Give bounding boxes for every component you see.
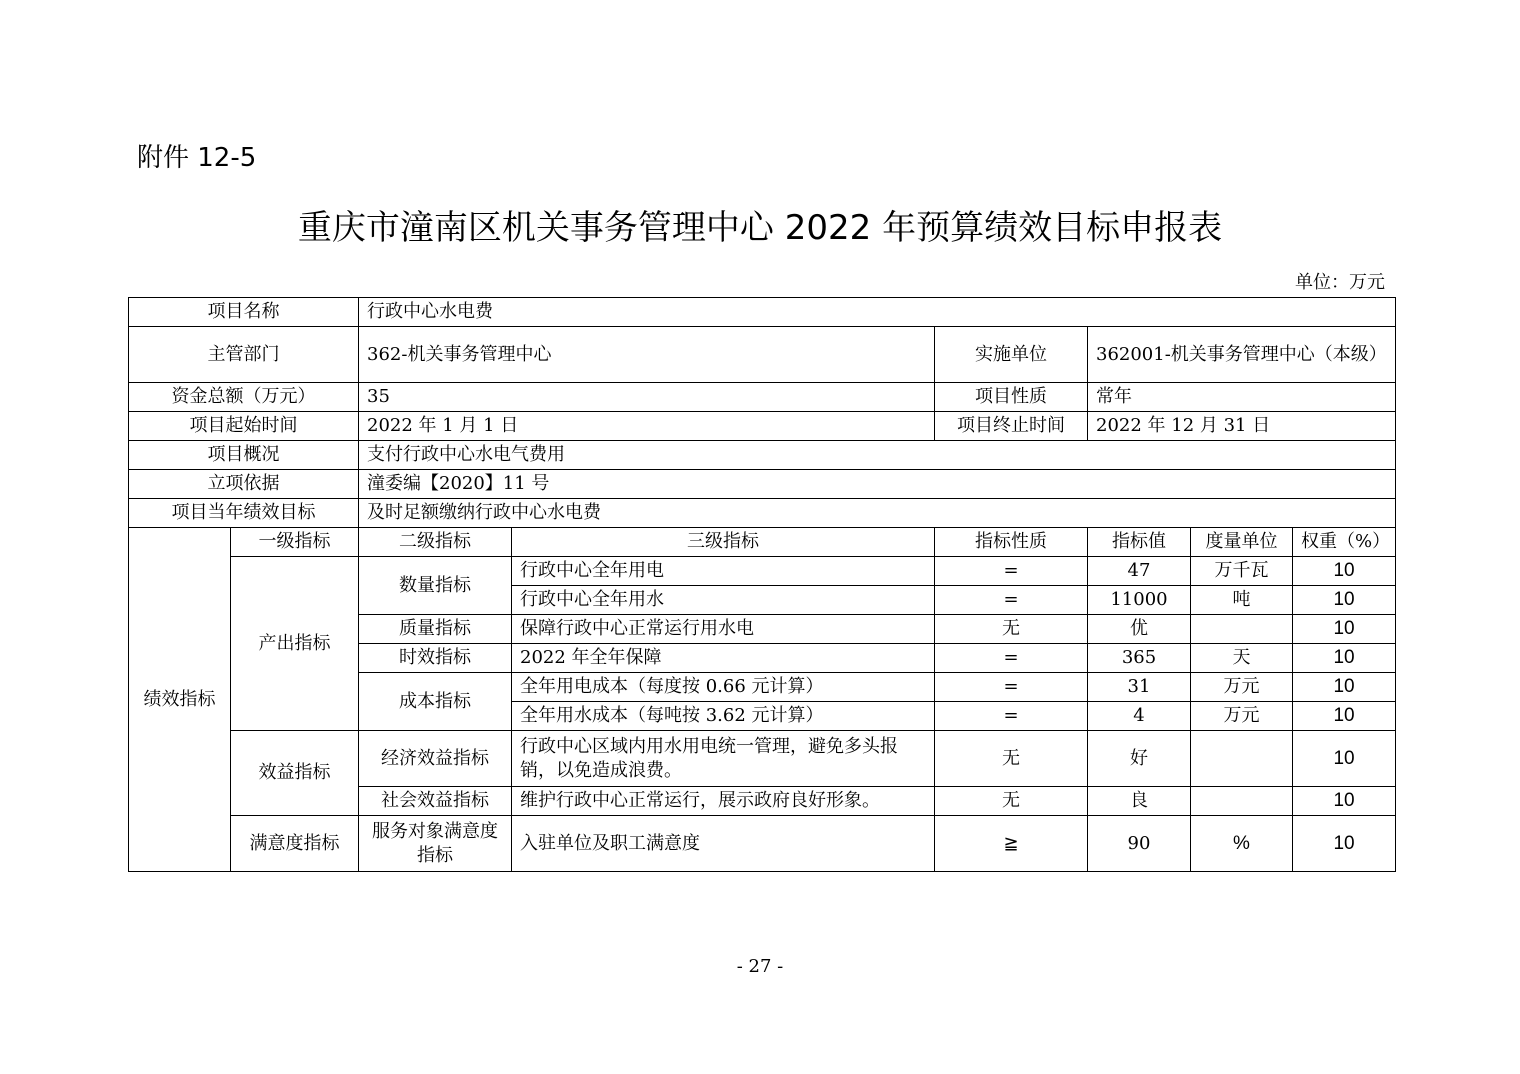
weight-cell: 10 [1293,787,1396,816]
unit-cell: 吨 [1191,586,1293,615]
value-cell: 31 [1088,673,1191,702]
unit-cell: 万元 [1191,673,1293,702]
unit-cell [1191,787,1293,816]
level2-service: 服务对象满意度指标 [359,816,512,872]
nature-cell: 无 [935,731,1088,787]
level2-economic: 经济效益指标 [359,731,512,787]
document-title: 重庆市潼南区机关事务管理中心 2022 年预算绩效目标申报表 [297,208,1223,248]
level1-benefit: 效益指标 [231,731,359,816]
start-date-value: 2022 年 1 月 1 日 [359,412,935,441]
project-nature-label: 项目性质 [935,383,1088,412]
nature-cell: = [935,702,1088,731]
budget-performance-table [128,297,1396,872]
project-nature-value: 常年 [1088,383,1396,412]
dept-value: 362-机关事务管理中心 [359,327,935,383]
basis-value: 潼委编【2020】11 号 [359,470,1396,499]
level3-cell: 全年用电成本（每度按 0.66 元计算） [512,673,935,702]
impl-unit-label: 实施单位 [935,327,1088,383]
header-weight: 权重（%） [1293,528,1396,557]
level1-output: 产出指标 [231,557,359,731]
annual-goal-label: 项目当年绩效目标 [129,499,359,528]
value-cell: 优 [1088,615,1191,644]
overview-label: 项目概况 [129,441,359,470]
value-cell: 良 [1088,787,1191,816]
nature-cell: 无 [935,787,1088,816]
project-name-value: 行政中心水电费 [359,298,1396,327]
level2-social: 社会效益指标 [359,787,512,816]
unit-label: 单位：万元 [1295,272,1385,293]
value-cell: 4 [1088,702,1191,731]
project-name-label: 项目名称 [129,298,359,327]
value-cell: 11000 [1088,586,1191,615]
table-row [129,731,1396,787]
unit-cell: 天 [1191,644,1293,673]
header-level2: 二级指标 [359,528,512,557]
value-cell: 90 [1088,816,1191,872]
weight-cell: 10 [1293,615,1396,644]
impl-unit-value: 362001-机关事务管理中心（本级） [1088,327,1396,383]
dept-label: 主管部门 [129,327,359,383]
nature-cell: = [935,644,1088,673]
level3-cell: 保障行政中心正常运行用水电 [512,615,935,644]
annual-goal-value: 及时足额缴纳行政中心水电费 [359,499,1396,528]
unit-cell: % [1191,816,1293,872]
level2-quality: 质量指标 [359,615,512,644]
nature-cell: 无 [935,615,1088,644]
value-cell: 365 [1088,644,1191,673]
value-cell: 47 [1088,557,1191,586]
weight-cell: 10 [1293,702,1396,731]
end-date-value: 2022 年 12 月 31 日 [1088,412,1396,441]
nature-cell: = [935,673,1088,702]
level3-cell: 维护行政中心正常运行，展示政府良好形象。 [512,787,935,816]
weight-cell: 10 [1293,557,1396,586]
level3-cell: 行政中心区域内用水用电统一管理，避免多头报销，以免造成浪费。 [512,731,935,787]
level2-timeliness: 时效指标 [359,644,512,673]
nature-cell: ≧ [935,816,1088,872]
level3-cell: 行政中心全年用电 [512,557,935,586]
level3-cell: 2022 年全年保障 [512,644,935,673]
value-cell: 好 [1088,731,1191,787]
page-number: - 27 - [736,956,784,977]
weight-cell: 10 [1293,586,1396,615]
table-row [129,816,1396,872]
header-unit: 度量单位 [1191,528,1293,557]
unit-cell [1191,731,1293,787]
overview-value: 支付行政中心水电气费用 [359,441,1396,470]
header-level1: 一级指标 [231,528,359,557]
level3-cell: 全年用水成本（每吨按 3.62 元计算） [512,702,935,731]
level3-cell: 行政中心全年用水 [512,586,935,615]
level1-satisfaction: 满意度指标 [231,816,359,872]
level3-cell: 入驻单位及职工满意度 [512,816,935,872]
header-row [129,528,1396,557]
header-value: 指标值 [1088,528,1191,557]
weight-cell: 10 [1293,644,1396,673]
level2-cost: 成本指标 [359,673,512,731]
unit-cell: 万千瓦 [1191,557,1293,586]
unit-cell: 万元 [1191,702,1293,731]
end-date-label: 项目终止时间 [935,412,1088,441]
nature-cell: = [935,557,1088,586]
perf-indicator-label: 绩效指标 [129,528,231,872]
nature-cell: = [935,586,1088,615]
start-date-label: 项目起始时间 [129,412,359,441]
unit-cell [1191,615,1293,644]
header-nature: 指标性质 [935,528,1088,557]
weight-cell: 10 [1293,673,1396,702]
attachment-number: 附件 12-5 [137,143,257,173]
fund-total-value: 35 [359,383,935,412]
weight-cell: 10 [1293,816,1396,872]
weight-cell: 10 [1293,731,1396,787]
fund-total-label: 资金总额（万元） [129,383,359,412]
basis-label: 立项依据 [129,470,359,499]
header-level3: 三级指标 [512,528,935,557]
level2-quantity: 数量指标 [359,557,512,615]
table-row [129,557,1396,586]
